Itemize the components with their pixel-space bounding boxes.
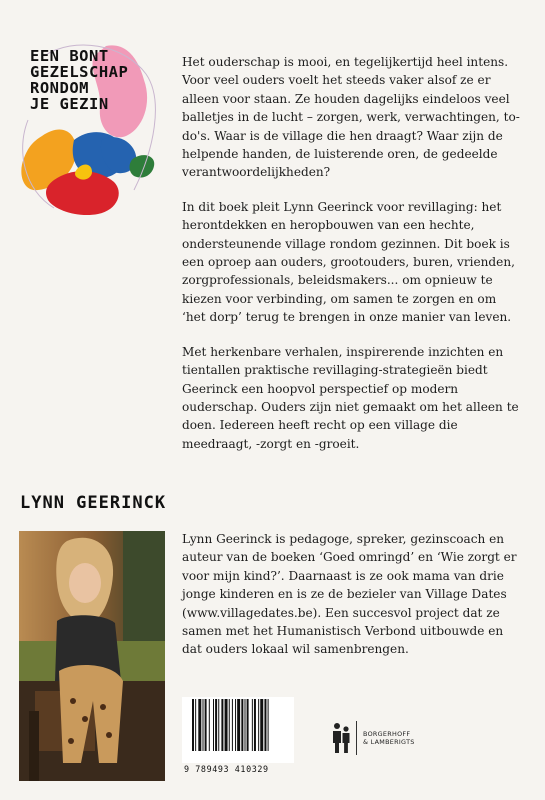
- blurb-paragraph: Met herkenbare verhalen, inspirerende inzichten en tientallen praktische revillaging-strategieën biedt Geerinck een hoopvol perspectief op modern ouderschap. Ouders zijn niet gemaakt om het alleen te doen. Iedereen heeft recht op een village die meedraagt, -zorgt en -groeit.: [182, 344, 519, 451]
- publisher-line: & LAMBERIGTS: [363, 738, 415, 746]
- publisher-line: BORGERHOFF: [363, 730, 411, 738]
- author-photo: [19, 531, 165, 781]
- logo-title: [30, 48, 128, 112]
- publisher-name: [363, 730, 415, 746]
- logo: [14, 40, 164, 220]
- barcode-bars: [192, 699, 292, 751]
- logo-line: GEZELSCHAP: [30, 63, 129, 81]
- blurb: [182, 53, 522, 469]
- author-bio: Lynn Geerinck is pedagoge, spreker, gezinscoach en auteur van de boeken ‘Goed omringd’ en ‘Wie zorgt er voor mijn kind?’. Daarnaast is ze ook mama van drie jonge kinderen en is ze de bezieler van Village Dates (www.villagedates.be). Een succesvol project dat ze samen met het Humanistisch Verbond uitbouwde en dat ouders lokaal wil samenbrengen.: [182, 532, 517, 657]
- logo-line: RONDOM: [30, 79, 89, 97]
- logo-line: EEN BONT: [30, 47, 109, 65]
- publisher-logo: [330, 718, 415, 758]
- author-photo-illustration: [19, 531, 165, 781]
- blurb-paragraph: Het ouderschap is mooi, en tegelijkertijd heel intens. Voor veel ouders voelt het steeds vaker alsof ze er alleen voor staan. Ze houden dagelijks eindeloos veel balletjes in de lucht – zorgen, werk, verwachtingen, to-do's. Waar is de village die hen draagt? Waar zijn de helpende handen, de luisterende oren, de gedeelde verantwoordelijkheden?: [182, 55, 520, 180]
- barcode: [182, 697, 294, 763]
- publisher-divider: [356, 721, 357, 755]
- publisher-figures-icon: [330, 721, 352, 755]
- author-name: LYNN GEERINCK: [20, 493, 167, 513]
- logo-line: JE GEZIN: [30, 95, 109, 113]
- barcode-number: 9 789493 410329: [184, 764, 269, 774]
- blurb-paragraph: In dit boek pleit Lynn Geerinck voor revillaging: het herontdekken en heropbouwen van een hechte, ondersteunende village rondom gezinnen. Dit boek is een oproep aan ouders, grootouders, buren, vrienden, zorgprofessionals, beleidsmakers... om opnieuw te kiezen voor verbinding, om samen te zorgen en om ‘het dorp’ terug te brengen in onze manier van leven.: [182, 199, 515, 325]
